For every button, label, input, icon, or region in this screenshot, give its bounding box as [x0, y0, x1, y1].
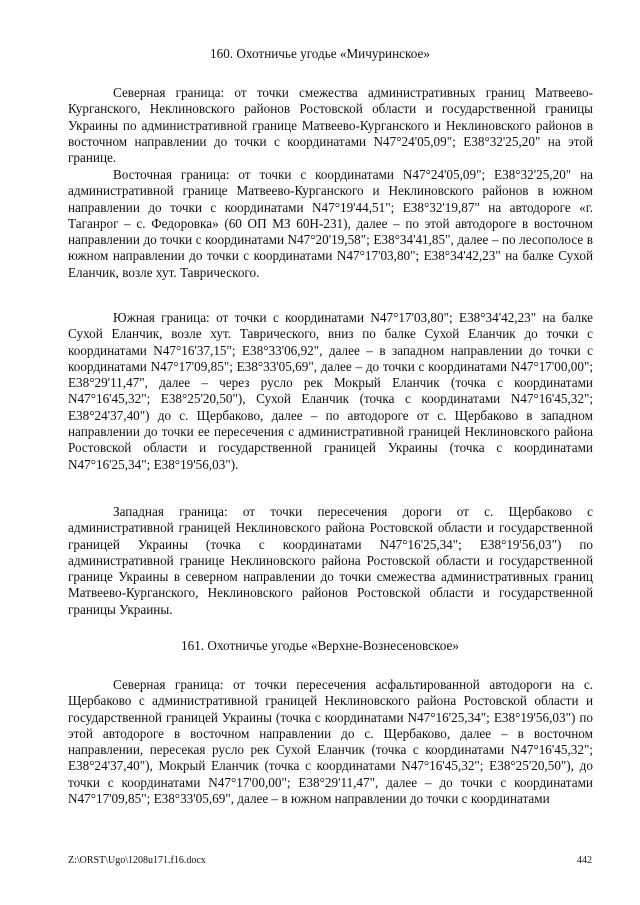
section-title-161: 161. Охотничье угодье «Верхне-Вознесеновское»: [181, 638, 459, 653]
footer-file-path: Z:\ORST\Ugo\1208u171.f16.docx: [68, 855, 206, 866]
paragraph-west-border-160: Западная граница: от точки пересечения дороги от с. Щербаково с административной границей Неклиновского района Ростовской области и государственной границей Украины (точка с координатами N47°16'25,34"; E38°19'56,03") по административной границе Неклиновского района Ростовской области и государственной границе Украины в северном направлении до точки смежества административных границ Матвеево-Курганского, Неклиновского районов Ростовской области и государственной границы Украины.: [68, 504, 593, 617]
paragraph-south-border-160: Южная граница: от точки с координатами N47°17'03,80"; E38°34'42,23" на балке Сухой Еланчик, возле хут. Таврического, вниз по балке Сухой Еланчик до точки с координатами N47°16'37,15"; E38°33'06,92", далее – в западном направлении до точки с координатами N47°17'09,85"; E38°33'05,69", далее – до точки с координатами N47°17'00,00"; E38°29'11,47", далее – через русло рек Мокрый Еланчик (точка с координатами N47°16'45,32"; E38°25'20,50"), Сухой Еланчик (точка с координатами N47°16'45,32"; E38°24'37,40") до с. Щербаково, далее – по автодороге от с. Щербаково в западном направлении до точки ее пересечения с административной границей Неклиновского района Ростовской области и государственной границей Украины (точка с координатами N47°16'25,34"; E38°19'56,03").: [68, 310, 593, 472]
paragraph-north-border-161: Северная граница: от точки пересечения асфальтированной автодороги на с. Щербаково с административной границей Неклиновского района Ростовской области и государственной границей Украины (точка с координатами N47°16'25,34"; E38°19'56,03") по этой автодороге в восточном направлении до с. Щербаково, далее – в восточном направлении, пересекая русло рек Сухой Еланчик (точка с координатами N47°16'45,32"; E38°24'37,40"), Мокрый Еланчик (точка с координатами N47°16'45,32"; E38°25'20,50"), до точки с координатами N47°17'00,00"; E38°29'11,47", далее – до точки с координатами N47°17'09,85"; E38°33'05,69", далее – в южном направлении до точки с координатами: [68, 677, 593, 807]
paragraph-north-border-160: Северная граница: от точки смежества административных границ Матвеево-Курганского, Неклиновского районов Ростовской области и государственной границы Украины по административной границе Матвеево-Курганского и Неклиновского районов в восточном направлении до точки с координатами N47°24'05,09"; E38°32'25,20" на этой границе.: [68, 85, 593, 166]
footer-page-number: 442: [577, 855, 592, 866]
paragraph-east-border-160: Восточная граница: от точки с координатами N47°24'05,09"; E38°32'25,20" на административной границе Матвеево-Курганского и Неклиновского районов в южном направлении до точки с координатами N47°19'44,51"; E38°32'19,87" на автодороге «г. Таганрог – с. Федоровка» (60 ОП МЗ 60Н-231), далее – по этой автодороге в восточном направлении до точки с координатами N47°20'19,58"; E38°34'41,85", далее – по лесополосе в южном направлении до точки с координатами N47°17'03,80"; E38°34'42,23" на балке Сухой Еланчик, возле хут. Таврического.: [68, 167, 593, 280]
section-title-160: 160. Охотничье угодье «Мичуринское»: [210, 46, 430, 61]
